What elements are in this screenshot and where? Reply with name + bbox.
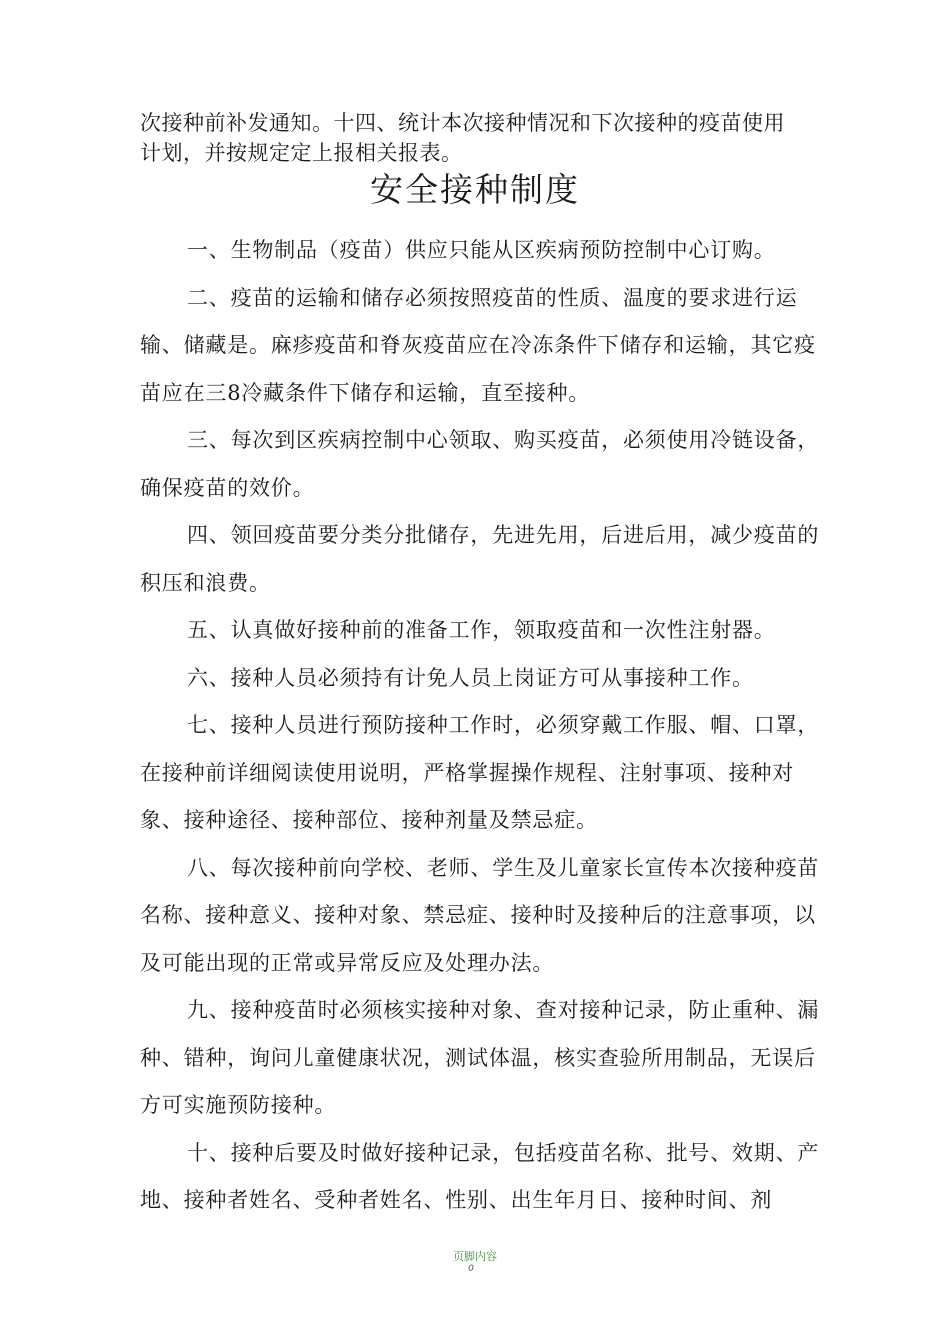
paragraph-3: 三、每次到区疾病控制中心领取、购买疫苗，必须使用冷链设备，确保疫苗的效价。 [140, 428, 820, 500]
paragraph-8: 八、每次接种前向学校、老师、学生及儿童家长宣传本次接种疫苗名称、接种意义、接种对象、禁忌症、接种时及接种后的注意事项，以及可能出现的正常或异常反应及处理办法。 [140, 855, 820, 975]
intro-line-1: 次接种前补发通知。十四、统计本次接种情况和下次接种的疫苗使用 [140, 111, 785, 135]
document-title: 安全接种制度 [370, 170, 580, 209]
page-number: 0 [468, 1264, 474, 1274]
paragraph-1: 一、生物制品（疫苗）供应只能从区疾病预防控制中心订购。 [187, 238, 776, 262]
paragraph-6: 六、接种人员必须持有计免人员上岗证方可从事接种工作。 [187, 665, 754, 690]
paragraph-7: 七、接种人员进行预防接种工作时，必须穿戴工作服、帽、口罩，在接种前详细阅读使用说明，严格掌握操作规程、注射事项、接种对象、接种途径、接种部位、接种剂量及禁忌症。 [140, 713, 820, 832]
paragraph-10: 十、接种后要及时做好接种记录，包括疫苗名称、批号、效期、产地、接种者姓名、受种者姓名、性别、出生年月日、接种时间、剂 [140, 1140, 820, 1212]
page-footer [430, 1250, 520, 1276]
paragraph-4: 四、领回疫苗要分类分批储存，先进先用，后进后用，减少疫苗的积压和浪费。 [140, 523, 820, 595]
paragraph-2: 二、疫苗的运输和储存必须按照疫苗的性质、温度的要求进行运输、储藏是。麻疹疫苗和脊灰疫苗应在冷冻条件下储存和运输，其它疫苗应在三8冷藏条件下储存和运输，直至接种。 [140, 285, 816, 405]
intro-line-2: 计划，并按规定定上报相关报表。 [140, 141, 463, 165]
paragraph-5: 五、认真做好接种前的准备工作，领取疫苗和一次性注射器。 [187, 618, 776, 642]
intro-text [140, 108, 820, 168]
paragraph-9: 九、接种疫苗时必须核实接种对象、查对接种记录，防止重种、漏种、错种，询问儿童健康状况，测试体温，核实查验所用制品，无误后方可实施预防接种。 [140, 998, 820, 1117]
document-body [140, 227, 820, 1225]
footer-text: 页脚内容 [453, 1250, 497, 1263]
